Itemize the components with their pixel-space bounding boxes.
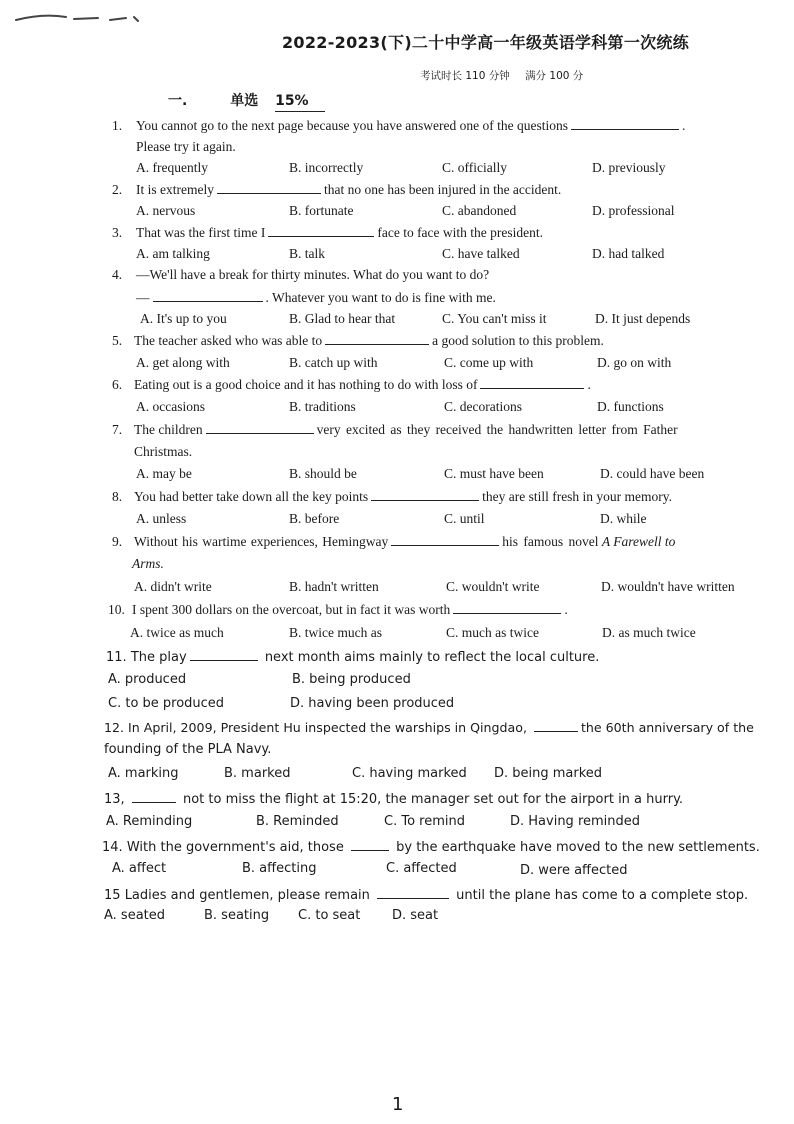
question-15-stem: 15 Ladies and gentlemen, please remain until the plane has come to a complete stop. bbox=[104, 885, 748, 905]
answer-blank bbox=[268, 223, 374, 237]
question-4-option-a: A. It's up to you bbox=[140, 311, 227, 326]
question-6-option-d: D. functions bbox=[597, 399, 664, 414]
question-7-option-a: A. may be bbox=[136, 466, 192, 481]
question-6-option-b: B. traditions bbox=[289, 399, 356, 414]
question-4-option-b: B. Glad to hear that bbox=[289, 311, 396, 326]
question-14-option-b: B. affecting bbox=[242, 861, 317, 876]
question-8-option-c: C. until bbox=[444, 511, 485, 526]
question-2-option-d: D. professional bbox=[592, 203, 675, 218]
question-10-stem: 10. I spent 300 dollars on the overcoat, but in fact it was worth . bbox=[108, 602, 568, 617]
question-9-option-b: B. hadn't written bbox=[289, 579, 379, 594]
question-2-stem: 2. It is extremely that no one has been injured in the accident. bbox=[112, 182, 562, 197]
section-label: 单选 bbox=[230, 93, 259, 109]
question-10-option-d: D. as much twice bbox=[602, 625, 696, 640]
question-7-stem: 7. The children very excited as they received the handwritten letter from Father bbox=[112, 422, 678, 437]
answer-blank bbox=[480, 375, 584, 389]
question-13-option-a: A. Reminding bbox=[106, 814, 193, 829]
answer-blank bbox=[206, 420, 314, 434]
answer-blank bbox=[153, 288, 263, 302]
answer-blank bbox=[217, 180, 321, 194]
question-11-option-c: C. to be produced bbox=[108, 696, 225, 711]
question-9-stem-line2: Arms. bbox=[132, 556, 164, 571]
section-number: 一. bbox=[168, 93, 188, 109]
answer-blank bbox=[132, 789, 176, 803]
question-5-stem: 5. The teacher asked who was able to a good solution to this problem. bbox=[112, 333, 604, 348]
exam-meta bbox=[420, 68, 595, 83]
question-13-option-d: D. Having reminded bbox=[510, 814, 641, 829]
question-12-option-c: C. having marked bbox=[352, 766, 467, 781]
question-15-option-b: B. seating bbox=[204, 908, 270, 923]
question-2-option-c: C. abandoned bbox=[442, 203, 517, 218]
answer-blank bbox=[190, 647, 258, 661]
answer-blank bbox=[534, 718, 578, 732]
question-6-option-c: C. decorations bbox=[444, 399, 522, 414]
question-5-option-a: A. get along with bbox=[136, 355, 230, 370]
question-3-option-a: A. am talking bbox=[136, 246, 210, 261]
question-8-option-d: D. while bbox=[600, 511, 647, 526]
corner-scribble-mark bbox=[14, 8, 144, 26]
question-1-option-b: B. incorrectly bbox=[289, 160, 364, 175]
question-3-stem: 3. That was the first time I face to face with the president. bbox=[112, 225, 544, 240]
question-9-option-c: C. wouldn't write bbox=[446, 579, 540, 594]
question-9-stem: 9. Without his wartime experiences, Hemingway his famous novel A Farewell to bbox=[112, 534, 676, 549]
answer-blank bbox=[377, 885, 449, 899]
question-9-option-a: A. didn't write bbox=[134, 579, 212, 594]
question-14-stem: 14. With the government's aid, those by the earthquake have moved to the new settlements. bbox=[102, 837, 760, 857]
question-1-option-d: D. previously bbox=[592, 160, 666, 175]
question-1-option-a: A. frequently bbox=[136, 160, 208, 175]
question-11-option-d: D. having been produced bbox=[290, 696, 455, 711]
answer-blank bbox=[325, 331, 429, 345]
question-7-option-d: D. could have been bbox=[600, 466, 705, 481]
answer-blank bbox=[391, 532, 499, 546]
question-10-option-b: B. twice much as bbox=[289, 625, 382, 640]
question-12-stem: 12. In April, 2009, President Hu inspected the warships in Qingdao, the 60th anniversary of the bbox=[104, 720, 754, 735]
question-14-option-d: D. were affected bbox=[520, 863, 628, 878]
question-8-option-a: A. unless bbox=[136, 511, 187, 526]
question-8-option-b: B. before bbox=[289, 511, 340, 526]
question-5-option-c: C. come up with bbox=[444, 355, 534, 370]
question-3-option-b: B. talk bbox=[289, 246, 325, 261]
question-3-option-d: D. had talked bbox=[592, 246, 665, 261]
question-9-option-d: D. wouldn't have written bbox=[601, 579, 735, 594]
question-8-stem: 8. You had better take down all the key points they are still fresh in your memory. bbox=[112, 489, 673, 504]
question-13-option-b: B. Reminded bbox=[256, 814, 339, 829]
answer-blank bbox=[351, 837, 389, 851]
question-1-stem-line2: Please try it again. bbox=[136, 139, 236, 154]
question-6-option-a: A. occasions bbox=[136, 399, 205, 414]
question-10-option-a: A. twice as much bbox=[130, 625, 224, 640]
question-4-option-d: D. It just depends bbox=[595, 311, 691, 326]
question-2-option-b: B. fortunate bbox=[289, 203, 354, 218]
question-14-option-a: A. affect bbox=[112, 861, 167, 876]
question-7-option-b: B. should be bbox=[289, 466, 357, 481]
exam-full-score: 满分 100 分 bbox=[525, 70, 584, 82]
question-12-stem-line2: founding of the PLA Navy. bbox=[104, 742, 272, 757]
question-1-stem: 1. You cannot go to the next page because you have answered one of the questions . bbox=[112, 118, 686, 133]
answer-blank bbox=[371, 487, 479, 501]
question-13-option-c: C. To remind bbox=[384, 814, 465, 829]
question-12-option-a: A. marking bbox=[108, 766, 179, 781]
page-number: 1 bbox=[392, 1094, 404, 1115]
question-6-stem: 6. Eating out is a good choice and it has nothing to do with loss of . bbox=[112, 377, 591, 392]
question-11-option-a: A. produced bbox=[108, 672, 187, 687]
question-3-option-c: C. have talked bbox=[442, 246, 520, 261]
question-7-stem-line2: Christmas. bbox=[134, 444, 193, 459]
question-15-option-c: C. to seat bbox=[298, 908, 361, 923]
question-12-option-b: B. marked bbox=[224, 766, 291, 781]
question-4-option-c: C. You can't miss it bbox=[442, 311, 547, 326]
section-percent: 15% bbox=[275, 93, 325, 112]
exam-duration: 考试时长 110 分钟 bbox=[420, 70, 510, 82]
answer-blank bbox=[453, 600, 561, 614]
question-4-stem: 4. —We'll have a break for thirty minutes. What do you want to do? bbox=[112, 267, 490, 282]
answer-blank bbox=[571, 116, 679, 130]
exam-title: 2022-2023(下)二十中学高一年级英语学科第一次统练 bbox=[282, 33, 690, 52]
question-15-option-d: D. seat bbox=[392, 908, 439, 923]
question-5-option-b: B. catch up with bbox=[289, 355, 378, 370]
question-1-option-c: C. officially bbox=[442, 160, 507, 175]
question-11-option-b: B. being produced bbox=[292, 672, 411, 687]
question-14-option-c: C. affected bbox=[386, 861, 457, 876]
section-heading bbox=[168, 90, 325, 110]
question-11-stem: 11. The play next month aims mainly to reflect the local culture. bbox=[106, 647, 599, 667]
question-4-stem-line2: — . Whatever you want to do is fine with me. bbox=[136, 290, 496, 305]
question-13-stem: 13, not to miss the flight at 15:20, the manager set out for the airport in a hurry. bbox=[104, 789, 683, 809]
question-15-option-a: A. seated bbox=[104, 908, 166, 923]
question-2-option-a: A. nervous bbox=[136, 203, 196, 218]
question-12-option-d: D. being marked bbox=[494, 766, 603, 781]
question-10-option-c: C. much as twice bbox=[446, 625, 539, 640]
question-5-option-d: D. go on with bbox=[597, 355, 672, 370]
question-7-option-c: C. must have been bbox=[444, 466, 544, 481]
